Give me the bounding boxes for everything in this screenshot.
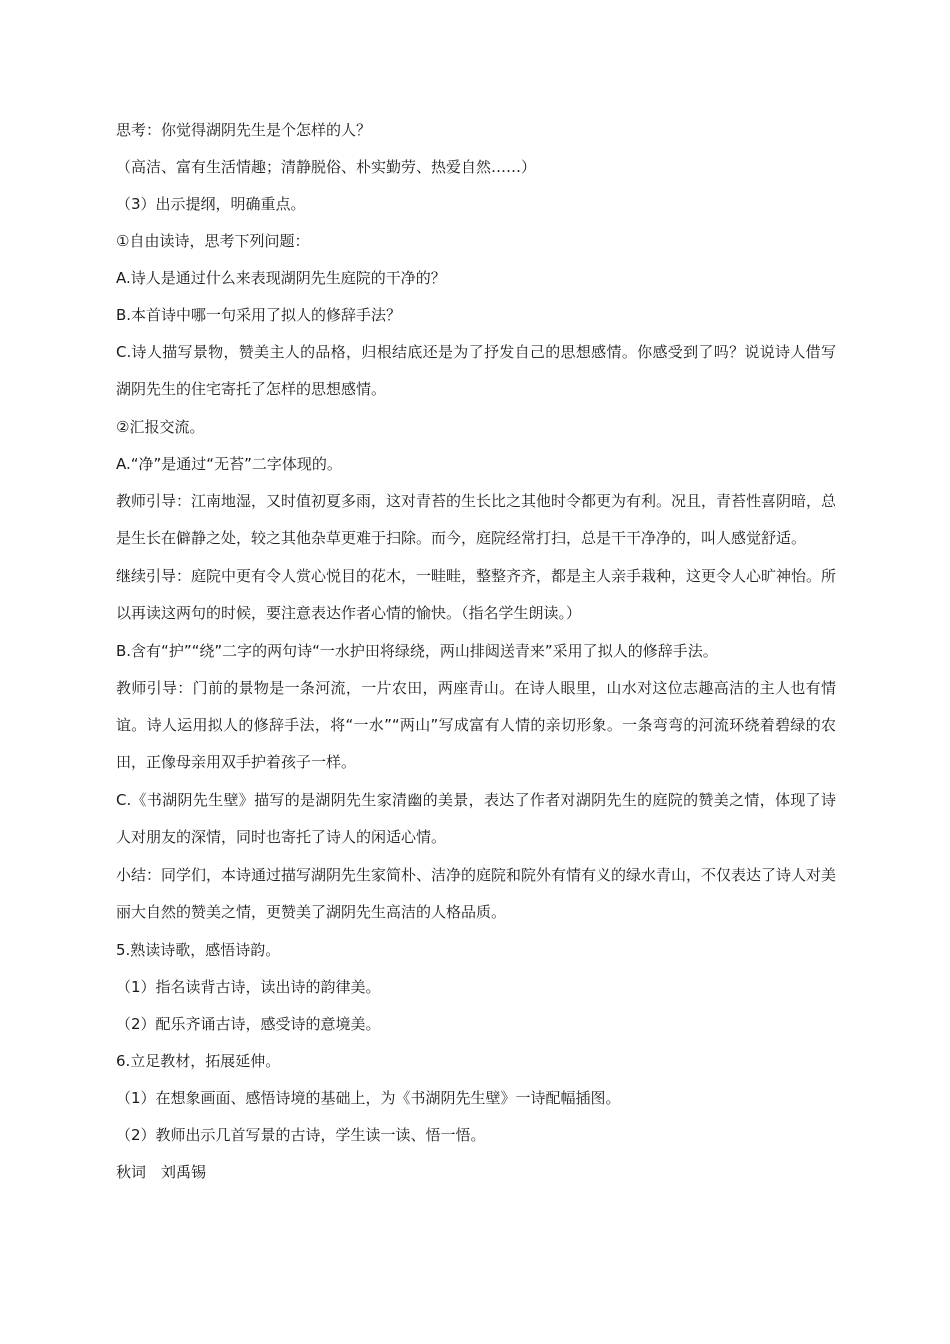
document-body [116,118,836,1197]
paragraph-6: B.本首诗中哪一句采用了拟人的修辞手法？ [116,306,402,324]
paragraph-21: （2）教师出示几首写景的古诗，学生读一读、悟一悟。 [116,1126,486,1144]
paragraph-2: （高洁、富有生活情趣；清静脱俗、朴实勤劳、热爱自然……） [116,158,537,176]
paragraph-12: B.含有“护”“绕”二字的两句诗“一水护田将绿绕，两山排闼送青来”采用了拟人的修辞手法。 [116,642,718,660]
paragraph-22: 秋词 刘禹锡 [116,1163,207,1181]
paragraph-1: 思考：你觉得湖阴先生是个怎样的人？ [116,121,372,139]
paragraph-5: A.诗人是通过什么来表现湖阴先生庭院的干净的？ [116,269,446,287]
paragraph-9: A.“净”是通过“无苔”二字体现的。 [116,455,342,473]
paragraph-14: C.《书湖阴先生壁》描写的是湖阴先生家清幽的美景，表达了作者对湖阴先生的庭院的赞美之情，体现了诗人对朋友的深情，同时也寄托了诗人的闲适心情。 [116,791,836,846]
paragraph-17: （1）指名读背古诗，读出诗的韵律美。 [116,978,381,996]
paragraph-3: （3）出示提纲，明确重点。 [116,195,306,213]
paragraph-15: 小结：同学们，本诗通过描写湖阴先生家简朴、洁净的庭院和院外有情有义的绿水青山，不仅表达了诗人对美丽大自然的赞美之情，更赞美了湖阴先生高洁的人格品质。 [116,866,837,921]
paragraph-20: （1）在想象画面、感悟诗境的基础上，为《书湖阴先生壁》一诗配幅插图。 [116,1089,621,1107]
paragraph-10: 教师引导：江南地湿，又时值初夏多雨，这对青苔的生长比之其他时令都更为有利。况且，青苔性喜阴暗，总是生长在僻静之处，较之其他杂草更难于扫除。而今，庭院经常打扫，总是干干净净的，叫人感觉舒适。 [116,492,837,547]
paragraph-13: 教师引导：门前的景物是一条河流，一片农田，两座青山。在诗人眼里，山水对这位志趣高洁的主人也有情谊。诗人运用拟人的修辞手法，将“一水”“两山”写成富有人情的亲切形象。一条弯弯的河流环绕着碧绿的农田，正像母亲用双手护着孩子一样。 [116,679,836,771]
paragraph-18: （2）配乐齐诵古诗，感受诗的意境美。 [116,1015,381,1033]
paragraph-7: C.诗人描写景物，赞美主人的品格，归根结底还是为了抒发自己的思想感情。你感受到了吗？说说诗人借写湖阴先生的住宅寄托了怎样的思想感情。 [116,343,836,398]
paragraph-8: ②汇报交流。 [116,418,205,436]
paragraph-11: 继续引导：庭院中更有令人赏心悦目的花木，一畦畦，整整齐齐，都是主人亲手栽种，这更令人心旷神怡。所以再读这两句的时候，要注意表达作者心情的愉快。（指名学生朗读。） [116,567,837,622]
paragraph-4: ①自由读诗，思考下列问题： [116,232,310,250]
paragraph-19: 6.立足教材，拓展延伸。 [116,1052,281,1070]
paragraph-16: 5.熟读诗歌，感悟诗韵。 [116,941,281,959]
